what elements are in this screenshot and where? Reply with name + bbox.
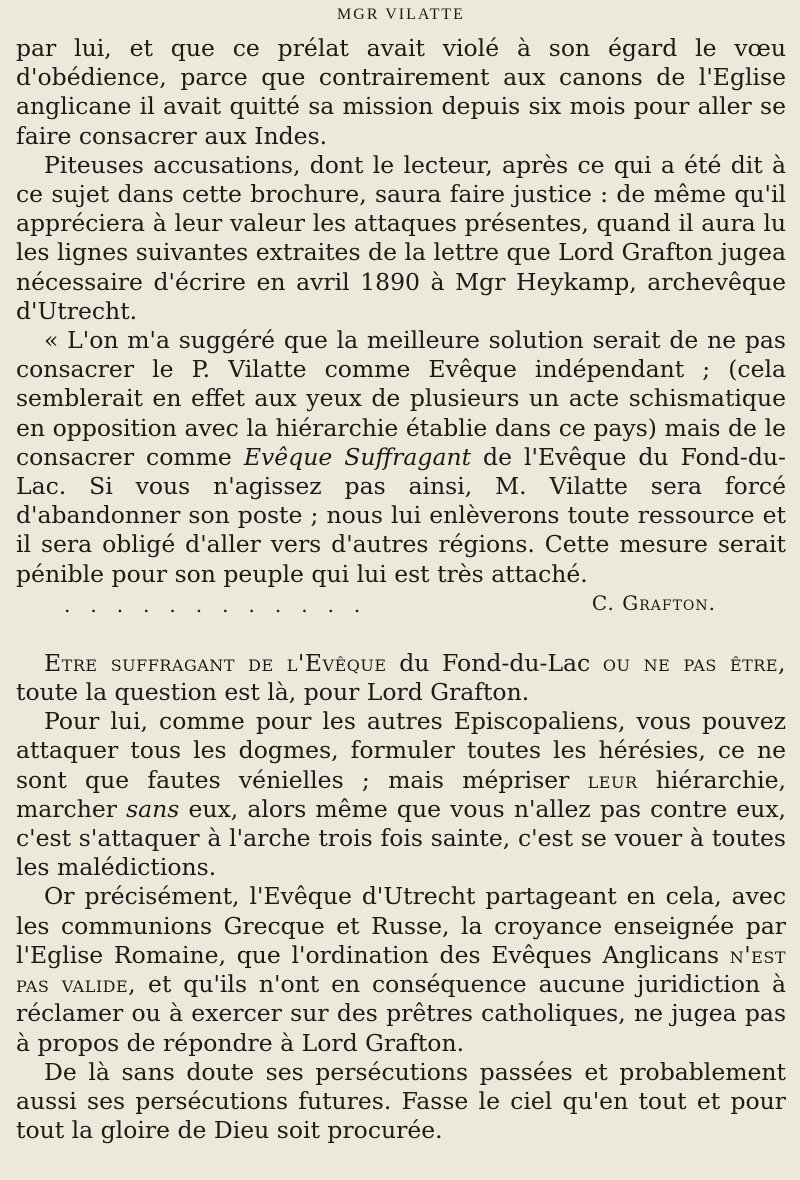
italic-text: sans <box>126 794 180 823</box>
paragraph-continuation <box>16 34 786 151</box>
quote-italic-text: Evêque Suffragant <box>243 442 472 471</box>
paragraph-text: Pour lui, comme pour les autres Episcopaliens, vous pouvez attaquer tous les dogmes, formuler toutes les hérésies, ce ne sont que fautes vénielles ; mais mépriser <box>16 707 786 794</box>
paragraph-utrecht <box>16 882 786 1057</box>
quoted-letter <box>16 326 786 589</box>
paragraph-text: par lui, et que ce prélat avait violé à son égard le vœu d'obédience, parce que contrairement aux canons de l'Eglise anglicane il avait quitté sa mission depuis six mois pour aller se faire consacrer aux Indes. <box>16 34 786 150</box>
ellipsis-dots: ............ <box>64 592 381 617</box>
quote-text: « L'on m'a suggéré que la meilleure solution serait de ne pas consacrer le P. Vilatte comme Evêque indépendant ; (cela semblerait en effet aux yeux de plusieurs un acte schismatique en opposition avec la hiérarchie établie dans ce pays) mais de le consacrer comme <box>16 326 786 471</box>
paragraph-episcopaliens <box>16 707 786 882</box>
paragraph-text: toute la question est là, pour Lord Grafton. <box>16 678 530 707</box>
paragraph-question <box>16 649 786 707</box>
paragraph-text: et qu'ils n'ont en conséquence aucune juridiction à réclamer ou à exercer sur des prêtres catholiques, ne jugea pas à propos de répondre à Lord Grafton. <box>16 970 786 1057</box>
paragraph-text: Or précisément, l'Evêque d'Utrecht partageant en cela, avec les communions Grecque et Russe, la croyance enseignée par l'Eglise Romaine, que l'ordination des Evêques Anglicans <box>16 882 786 969</box>
quote-text-continued: de l'Evêque du Fond-du-Lac. Si vous n'agissez pas ainsi, M. Vilatte sera forcé d'abandonner son poste ; nous lui enlèverons toute ressource et il sera obligé d'aller vers d'autres régions. Cette mesure serait pénible pour son peuple qui lui est très attaché. <box>16 442 786 588</box>
small-caps-text: Etre suffragant de l'Evêque <box>44 648 387 677</box>
signature-line <box>16 589 786 619</box>
paragraph-accusations <box>16 151 786 326</box>
small-caps-text: n'est pas valide, <box>16 940 786 999</box>
paragraph-text: De là sans doute ses persécutions passées et probablement aussi ses persécutions futures. Fasse le ciel qu'en tout et pour tout la gloire de Dieu soit procurée. <box>16 1057 786 1145</box>
paragraph-text: Piteuses accusations, dont le lecteur, après ce qui a été dit à ce sujet dans cette brochure, saura faire justice : de même qu'il appréciera à leur valeur les attaques présentes, quand il aura lu les lignes suivantes extraites de la lettre que Lord Grafton jugea nécessaire d'écrire en avril 1890 à Mgr Heykamp, archevêque d'Utrecht. <box>16 150 786 325</box>
running-header: MGR VILATTE <box>337 6 465 23</box>
paragraph-text: eux, alors même que vous n'allez pas contre eux, c'est s'attaquer à l'arche trois fois sainte, c'est se vouer à toutes les malédictions. <box>16 794 786 882</box>
paragraph-text: hiérarchie, marcher <box>16 765 786 823</box>
signature-name: C. Grafton. <box>591 590 716 615</box>
paragraph-conclusion <box>16 1058 786 1146</box>
small-caps-text: leur <box>587 765 638 794</box>
small-caps-text: ou ne pas être, <box>602 648 786 677</box>
paragraph-text: du Fond-du-Lac <box>386 648 603 677</box>
